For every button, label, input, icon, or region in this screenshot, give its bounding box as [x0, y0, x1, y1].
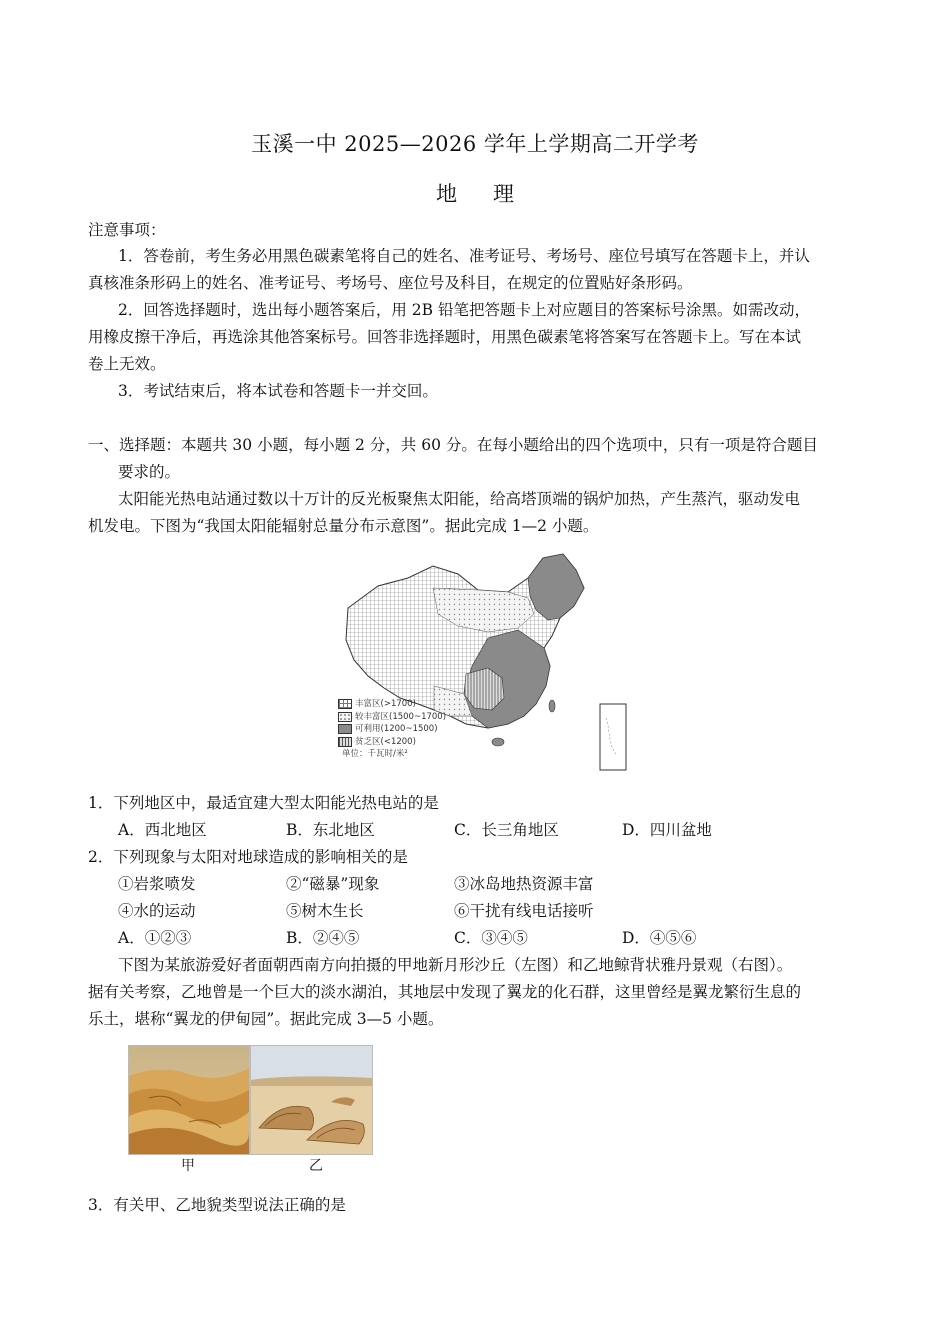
q1-option-a: A．西北地区: [118, 821, 207, 839]
passage2-line3: 乐土，堪称“翼龙的伊甸园”。据此完成 3—5 小题。: [88, 1010, 444, 1028]
q2-option-b: B．②④⑤: [286, 929, 360, 947]
q2-item-1: ①岩浆喷发: [118, 875, 196, 893]
legend-label-rich: 丰富区(>1700): [355, 699, 416, 709]
legend-item: [338, 736, 446, 749]
yardang-image: [251, 1046, 372, 1154]
q2-item-6: ⑥干扰有线电话接听: [454, 902, 594, 920]
legend-item: [338, 723, 446, 736]
photo-crescent-dunes: [128, 1045, 250, 1155]
solar-radiation-map: [338, 548, 628, 776]
notice-line-3: 2．回答选择题时，选出每小题答案后，用 2B 铅笔把答题卡上对应题目的答案标号涂黑。如需改动，: [118, 301, 810, 319]
notice-line-1: 1．答卷前，考生务必用黑色碳素笔将自己的姓名、准考证号、考场号、座位号填写在答题卡上，并认: [118, 247, 810, 265]
subject-title: [0, 178, 950, 208]
subject-char-1: 地: [436, 182, 457, 206]
photo-caption-left: 甲: [181, 1158, 195, 1174]
legend-label-fairly-rich: 较丰富区(1500~1700): [355, 711, 447, 722]
subject-char-2: 理: [493, 182, 514, 206]
q2-item-2: ②“磁暴”现象: [286, 875, 380, 893]
photo-whaleback-yardang: [250, 1045, 373, 1155]
section-heading-line2: 要求的。: [118, 463, 181, 481]
q2-item-3: ③冰岛地热资源丰富: [454, 875, 594, 893]
q1-option-b: B．东北地区: [286, 821, 375, 839]
q1-option-d: D．四川盆地: [622, 821, 712, 839]
q2-option-a: A．①②③: [118, 929, 192, 947]
legend-label-usable: 可利用(1200~1500): [355, 724, 438, 734]
q2-item-4: ④水的运动: [118, 902, 196, 920]
map-legend: [338, 698, 446, 761]
passage2-line2: 据有关考察，乙地曾是一个巨大的淡水湖泊，其地层中发现了翼龙的化石群，这里曾经是翼龙繁衍生息的: [88, 983, 802, 1001]
legend-swatch-usable: [338, 724, 352, 734]
notice-line-2: 真核准条形码上的姓名、准考证号、考场号、座位号及科目，在规定的位置贴好条形码。: [88, 274, 693, 292]
legend-swatch-rich: [338, 699, 352, 709]
legend-label-poor: 贫乏区(<1200): [355, 736, 416, 747]
exam-title: 玉溪一中 2025—2026 学年上学期高二开学考: [251, 132, 699, 156]
q2-stem: 2．下列现象与太阳对地球造成的影响相关的是: [88, 848, 408, 866]
legend-swatch-poor: [338, 737, 352, 747]
q2-option-c: C．③④⑤: [454, 929, 528, 947]
q1-stem: 1．下列地区中，最适宜建大型太阳能光热电站的是: [88, 794, 439, 812]
notice-line-5: 卷上无效。: [88, 355, 166, 373]
passage1-line1: 太阳能光热电站通过数以十万计的反光板聚焦太阳能，给高塔顶端的锅炉加热，产生蒸汽，驱动发电: [118, 490, 801, 508]
q1-option-c: C．长三角地区: [454, 821, 559, 839]
q3-stem: 3．有关甲、乙地貌类型说法正确的是: [88, 1196, 346, 1214]
dune-image: [129, 1046, 249, 1154]
legend-item: [338, 711, 446, 724]
legend-unit: 单位：千瓦时/米²: [342, 749, 408, 759]
legend-swatch-fairly-rich: [338, 712, 352, 722]
passage2-line1: 下图为某旅游爱好者面朝西南方向拍摄的甲地新月形沙丘（左图）和乙地鲸背状雅丹景观（右图）。: [118, 956, 793, 974]
notice-line-6: 3．考试结束后，将本试卷和答题卡一并交回。: [118, 382, 438, 400]
q2-option-d: D．④⑤⑥: [622, 929, 697, 947]
notice-heading: 注意事项：: [88, 221, 166, 239]
legend-item: [338, 698, 446, 711]
section-heading-line1: 一、选择题：本题共 30 小题，每小题 2 分，共 60 分。在每小题给出的四个选项中，只有一项是符合题目: [88, 436, 818, 454]
passage1-line2: 机发电。下图为“我国太阳能辐射总量分布示意图”。据此完成 1—2 小题。: [88, 517, 599, 535]
notice-line-4: 用橡皮擦干净后，再选涂其他答案标号。回答非选择题时，用黑色碳素笔将答案写在答题卡上。写在本试: [88, 328, 802, 346]
q2-item-5: ⑤树木生长: [286, 902, 364, 920]
photo-caption-right: 乙: [309, 1158, 323, 1174]
